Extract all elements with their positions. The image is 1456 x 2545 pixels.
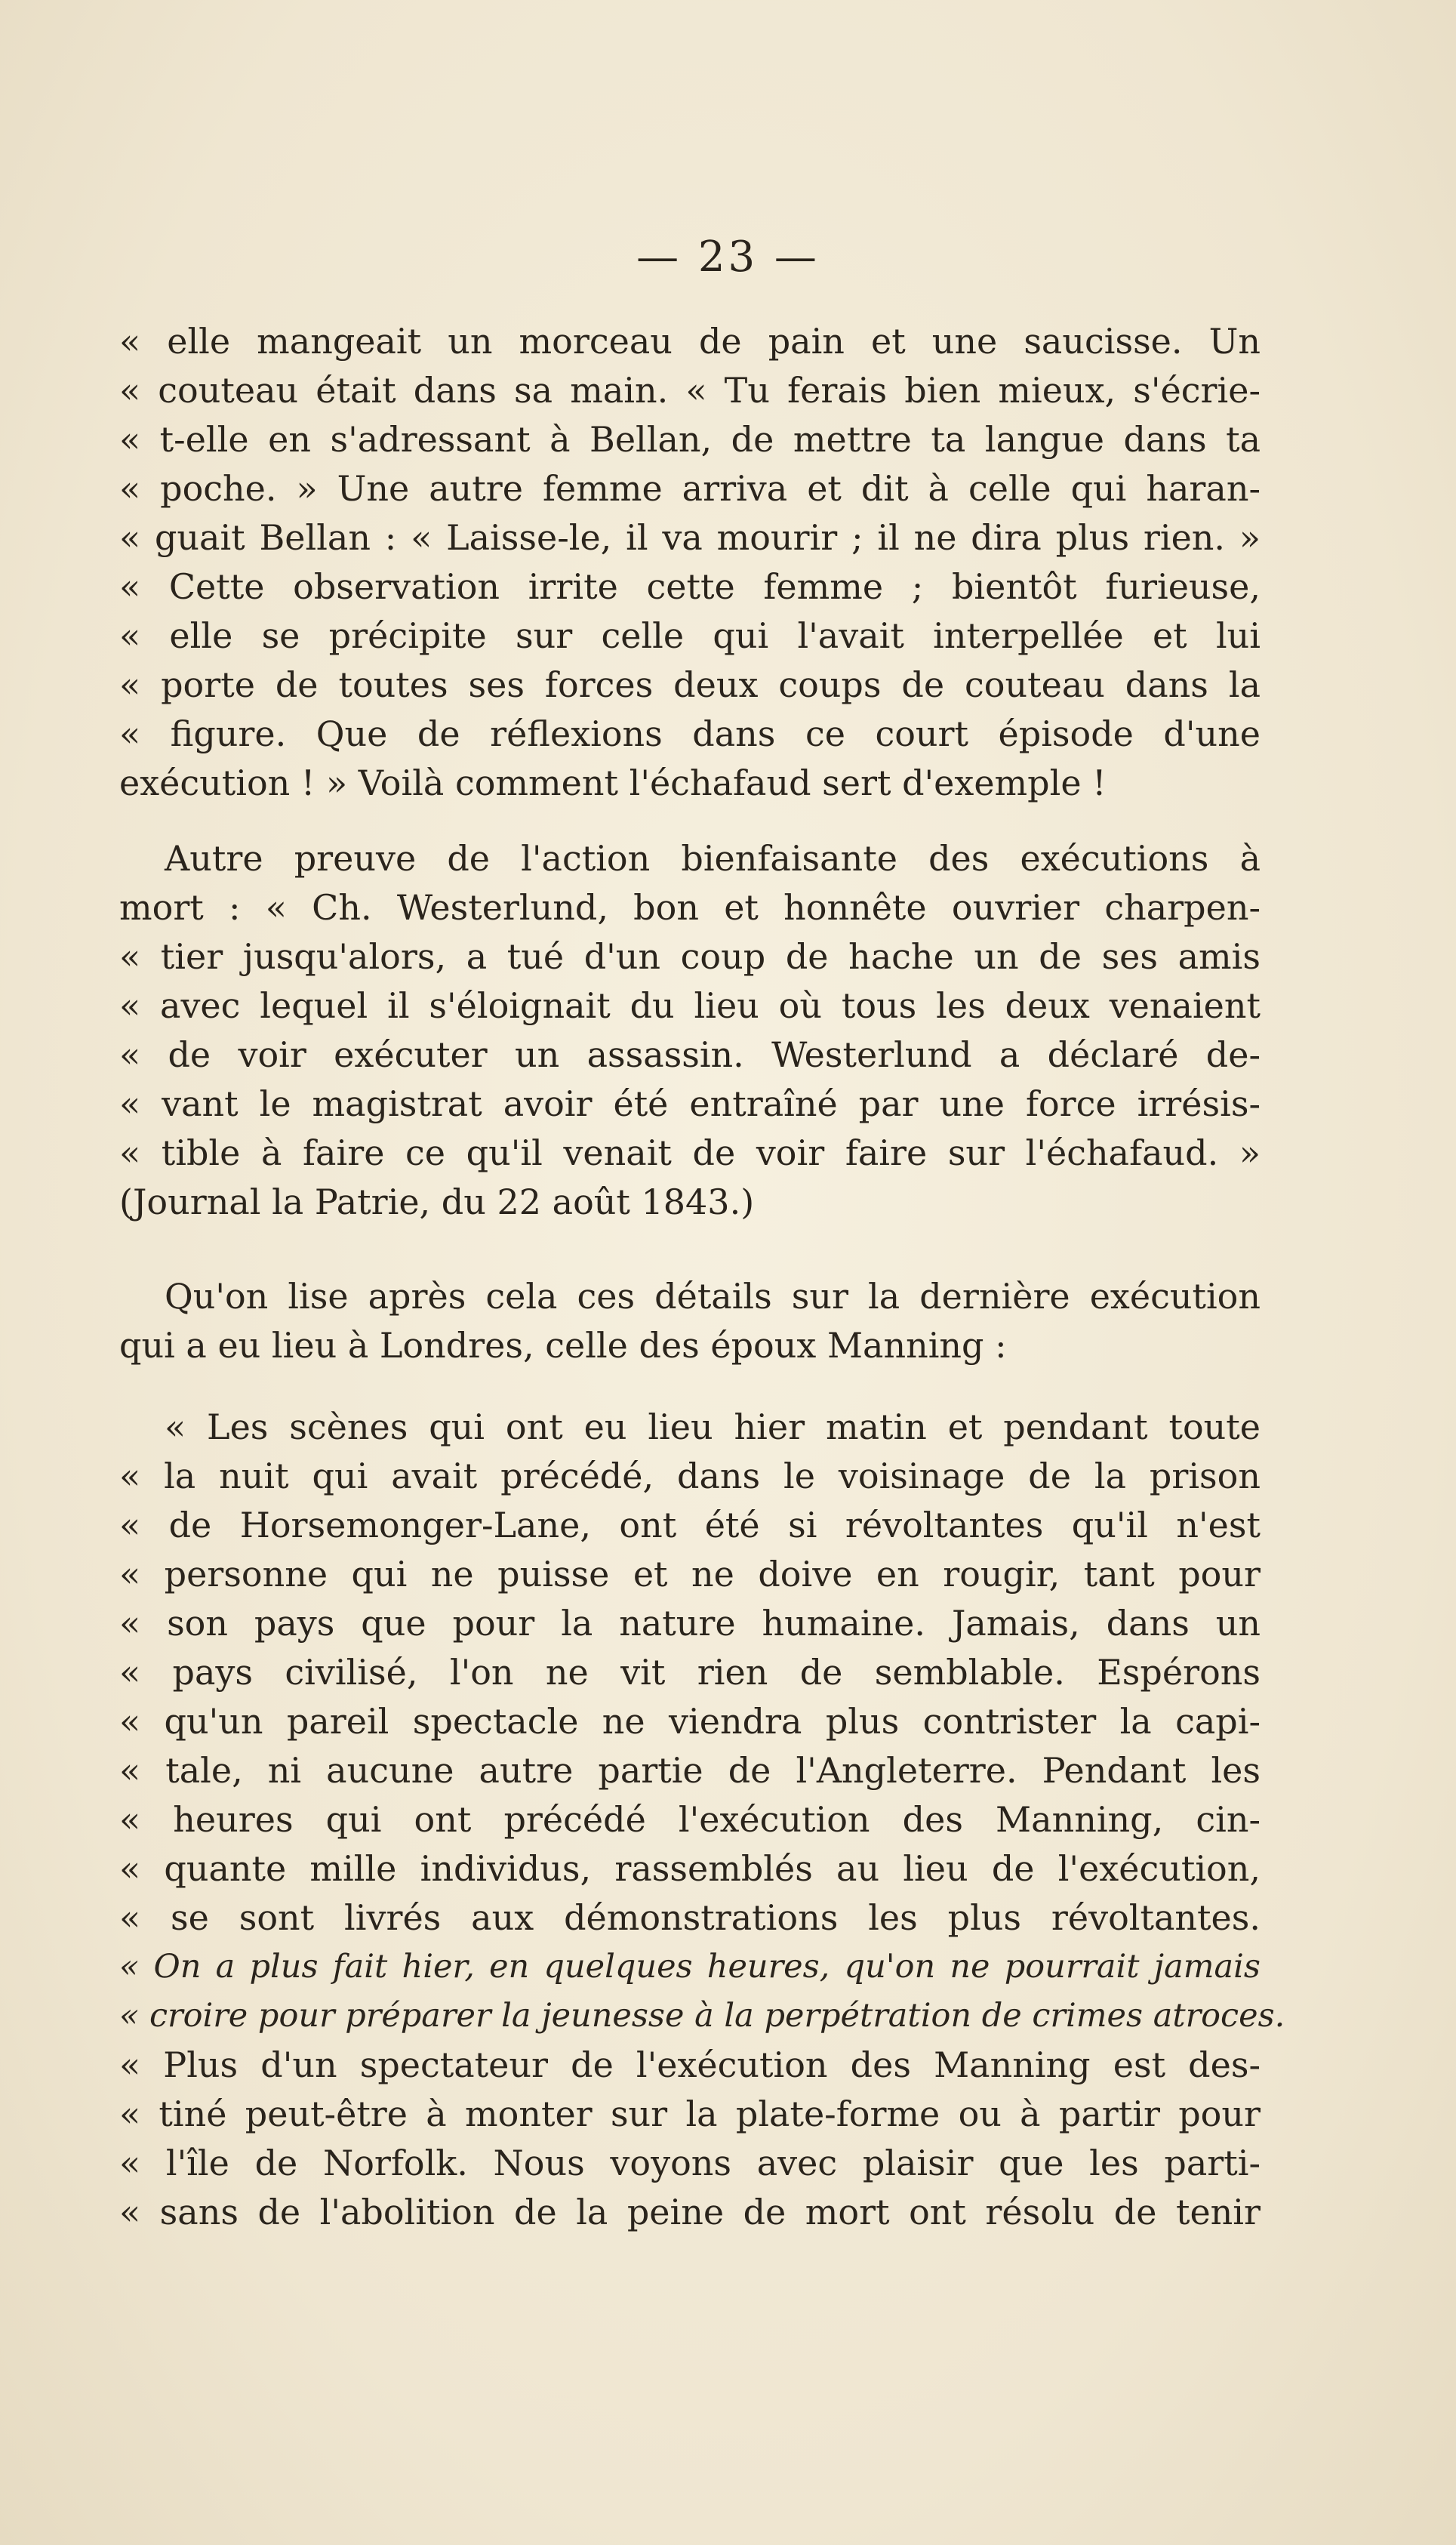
paragraph-3	[119, 1272, 1261, 1370]
text-line: « son pays que pour la nature humaine. Jamais, dans un	[119, 1603, 1261, 1644]
text-line: « porte de toutes ses forces deux coups de couteau dans la	[119, 664, 1261, 705]
text-line: « sans de l'abolition de la peine de mort ont résolu de tenir	[119, 2192, 1261, 2232]
text-line: Autre preuve de l'action bienfaisante des exécutions à	[165, 838, 1261, 879]
text-line: « Cette observation irrite cette femme ; bientôt furieuse,	[119, 566, 1261, 607]
paragraph-1	[119, 317, 1261, 808]
text-line: « elle se précipite sur celle qui l'avait interpellée et lui	[119, 615, 1261, 656]
text-line: « quante mille individus, rassemblés au lieu de l'exécution,	[119, 1848, 1261, 1889]
text-line: « de voir exécuter un assassin. Westerlund a déclaré de-	[119, 1034, 1261, 1075]
text-line: « tiné peut-être à monter sur la plate-forme ou à partir pour	[119, 2094, 1261, 2134]
text-line: « couteau était dans sa main. « Tu ferais bien mieux, s'écrie-	[119, 370, 1261, 411]
text-line: « de Horsemonger-Lane, ont été si révoltantes qu'il n'est	[119, 1505, 1261, 1545]
paragraph-2	[119, 834, 1261, 1227]
text-line-italic: « On a plus fait hier, en quelques heures, qu'on ne pourrait jamais	[119, 1948, 1261, 1986]
text-line-italic: « croire pour préparer la jeunesse à la perpétration de crimes atroces.	[119, 1997, 1285, 2035]
text-line: Qu'on lise après cela ces détails sur la dernière exécution	[165, 1276, 1261, 1317]
text-line: « se sont livrés aux démonstrations les plus révoltantes.	[119, 1897, 1261, 1938]
text-line: « l'île de Norfolk. Nous voyons avec plaisir que les parti-	[119, 2143, 1261, 2183]
text-line: « Les scènes qui ont eu lieu hier matin et pendant toute	[165, 1407, 1261, 1447]
text-line: « pays civilisé, l'on ne vit rien de semblable. Espérons	[119, 1652, 1261, 1693]
text-line: « qu'un pareil spectacle ne viendra plus contrister la capi-	[119, 1701, 1261, 1742]
text-line: « figure. Que de réflexions dans ce court épisode d'une	[119, 713, 1261, 754]
text-line: qui a eu lieu à Londres, celle des époux Manning :	[119, 1325, 1007, 1366]
text-line: « Plus d'un spectateur de l'exécution des Manning est des-	[119, 2044, 1261, 2085]
page-number: — 23 —	[636, 233, 820, 282]
text-line: « tible à faire ce qu'il venait de voir faire sur l'échafaud. »	[119, 1132, 1261, 1173]
text-line: « tale, ni aucune autre partie de l'Angleterre. Pendant les	[119, 1750, 1261, 1791]
text-line: « t-elle en s'adressant à Bellan, de mettre ta langue dans ta	[119, 419, 1261, 460]
text-line: mort : « Ch. Westerlund, bon et honnête ouvrier charpen-	[119, 887, 1261, 928]
text-line: « vant le magistrat avoir été entraîné par une force irrésis-	[119, 1083, 1261, 1124]
text-line: exécution ! » Voilà comment l'échafaud sert d'exemple !	[119, 763, 1107, 803]
text-line: « heures qui ont précédé l'exécution des Manning, cin-	[119, 1799, 1261, 1840]
text-line: « la nuit qui avait précédé, dans le voisinage de la prison	[119, 1456, 1261, 1496]
paragraph-4	[119, 1403, 1285, 2237]
text-line: « tier jusqu'alors, a tué d'un coup de hache un de ses amis	[119, 936, 1261, 977]
text-line: « elle mangeait un morceau de pain et une saucisse. Un	[119, 321, 1261, 362]
text-line: (Journal la Patrie, du 22 août 1843.)	[119, 1182, 755, 1222]
text-line: « personne qui ne puisse et ne doive en rougir, tant pour	[119, 1554, 1261, 1594]
text-line: « guait Bellan : « Laisse-le, il va mourir ; il ne dira plus rien. »	[119, 517, 1261, 558]
text-line: « poche. » Une autre femme arriva et dit à celle qui haran-	[119, 468, 1261, 509]
text-line: « avec lequel il s'éloignait du lieu où tous les deux venaient	[119, 985, 1261, 1026]
